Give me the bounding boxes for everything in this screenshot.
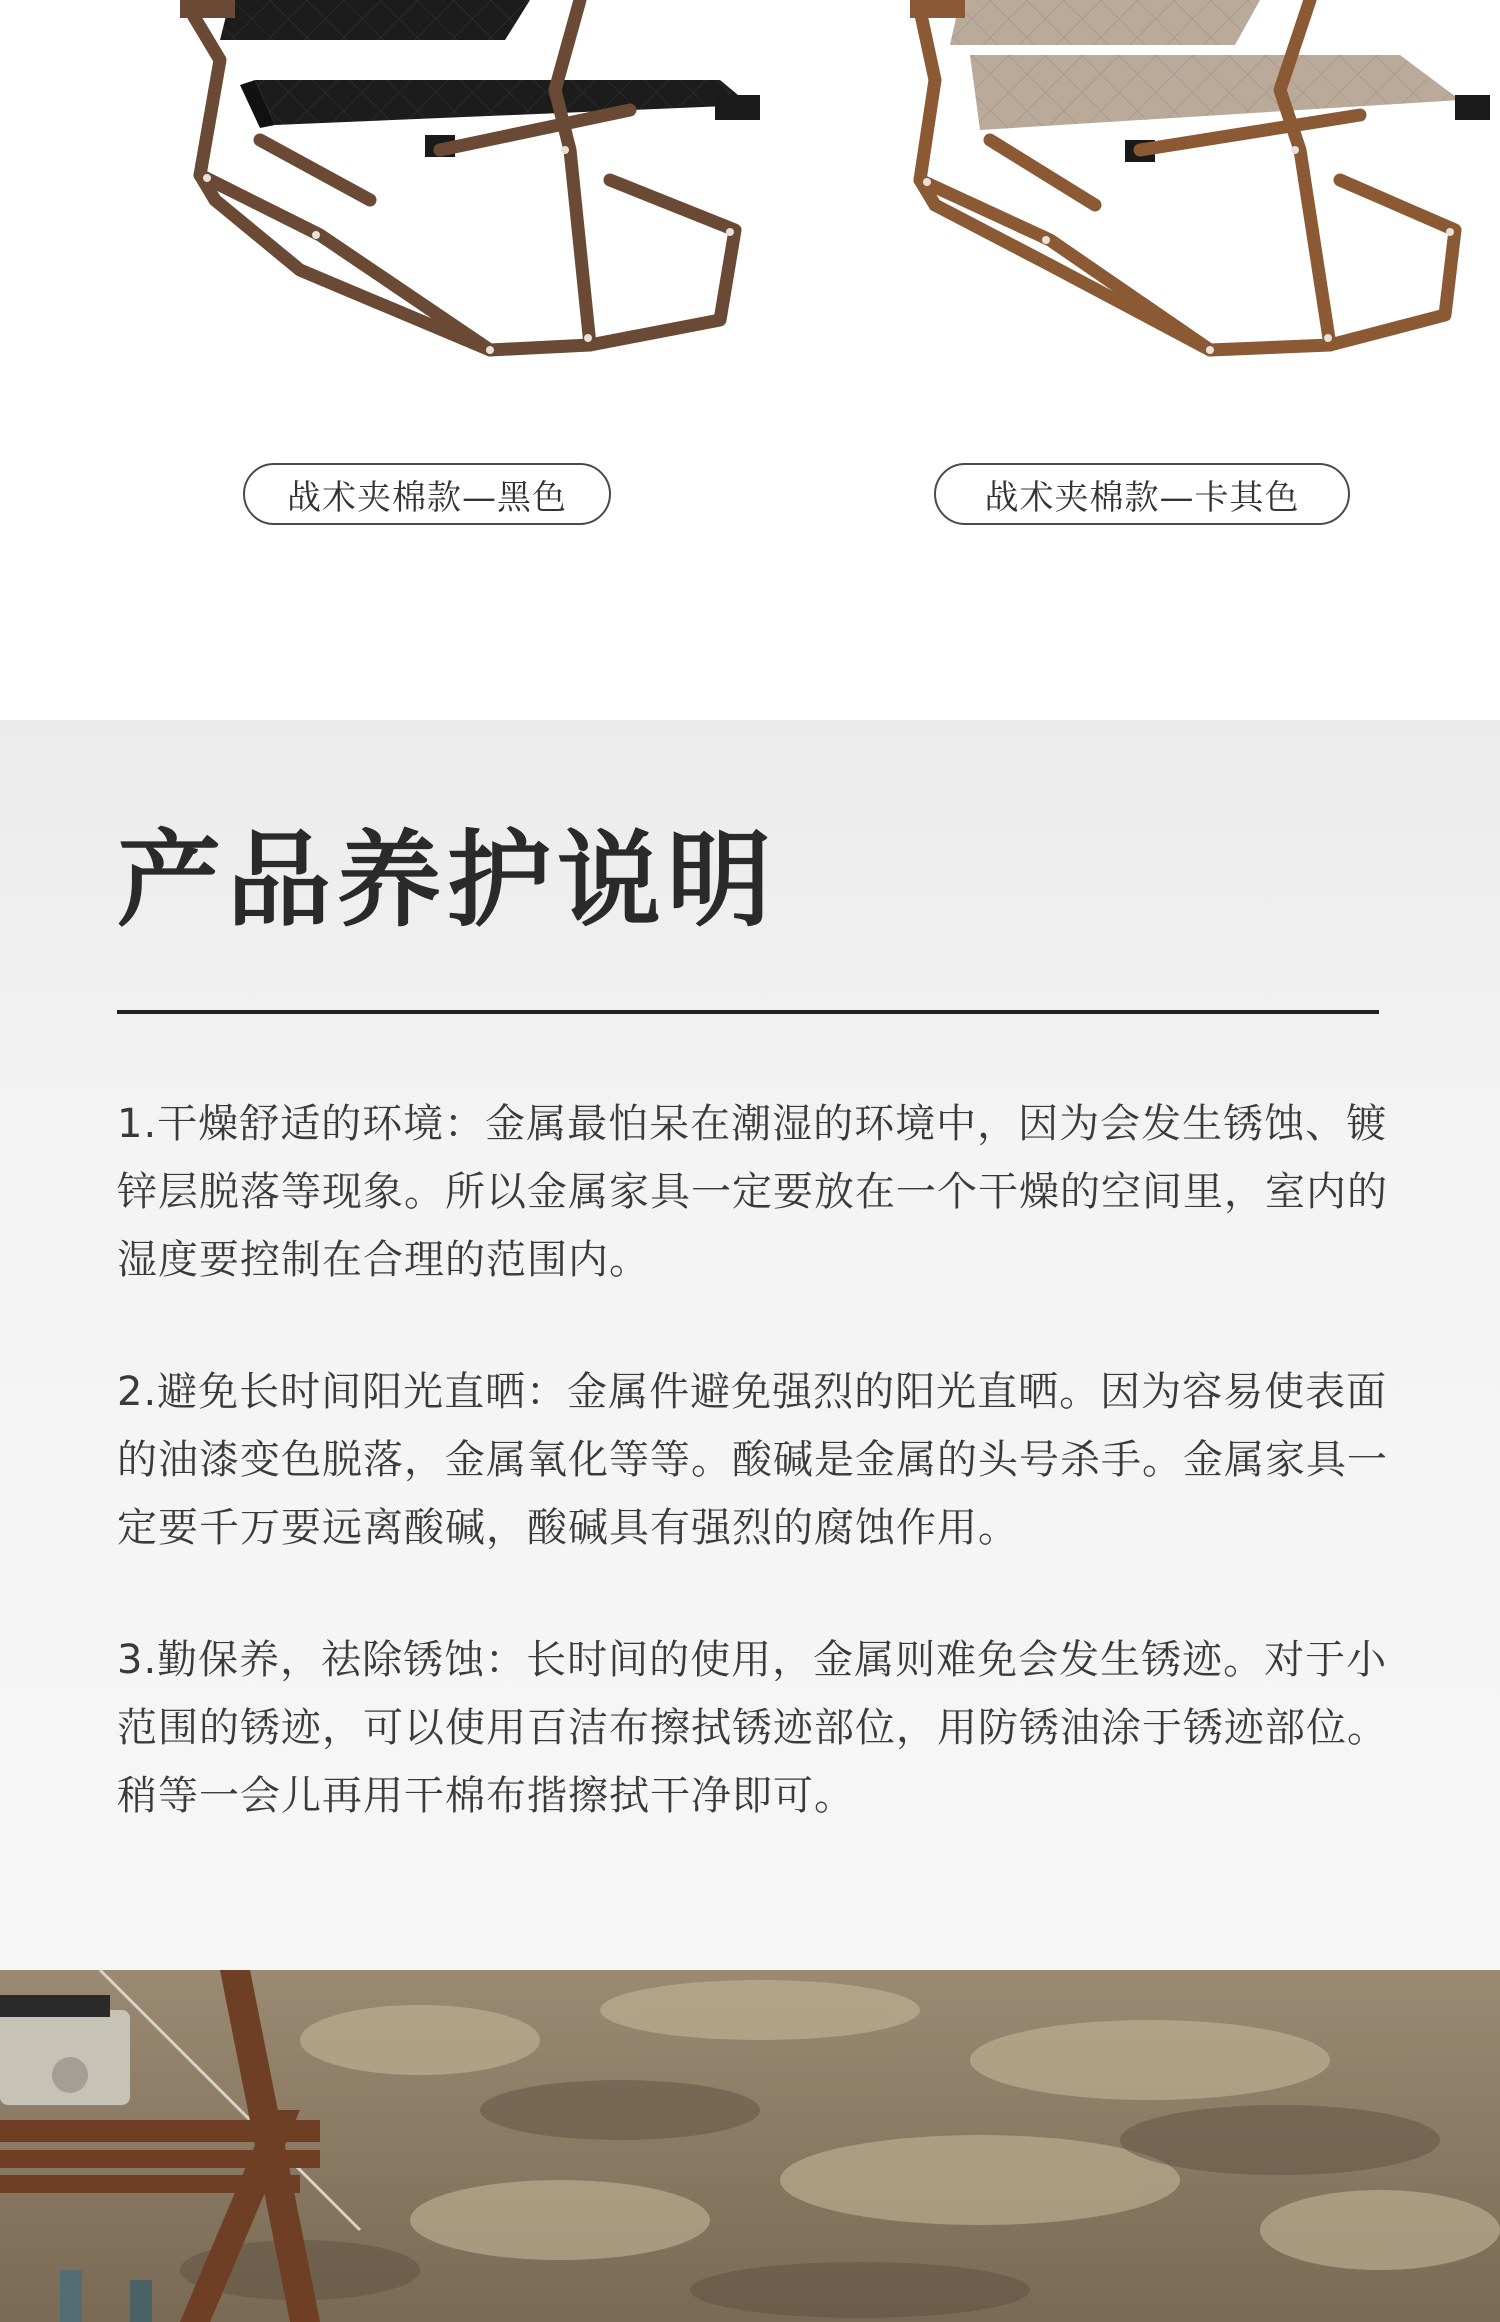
care-body bbox=[117, 1090, 1407, 1894]
care-paragraph-1: 1.干燥舒适的环境：金属最怕呆在潮湿的环境中，因为会发生锈蚀、镀锌层脱落等现象。所以金属家具一定要放在一个干燥的空间里，室内的湿度要控制在合理的范围内。 bbox=[117, 1101, 1388, 1283]
care-paragraph-3: 3.勤保养，祛除锈蚀：长时间的使用，金属则难免会发生锈迹。对于小范围的锈迹，可以使用百洁布擦拭锈迹部位，用防锈油涂于锈迹部位。稍等一会儿再用干棉布揩擦拭干净即可。 bbox=[117, 1637, 1388, 1819]
title-divider bbox=[117, 1010, 1379, 1014]
care-title: 产品养护说明 bbox=[117, 819, 778, 941]
variant-label-black: 战术夹棉款—黑色 bbox=[243, 463, 611, 525]
care-paragraph-2: 2.避免长时间阳光直晒：金属件避免强烈的阳光直晒。因为容易使表面的油漆变色脱落，金属氧化等等。酸碱是金属的头号杀手。金属家具一定要千万要远离酸碱，酸碱具有强烈的腐蚀作用。 bbox=[117, 1369, 1388, 1551]
variant-label-khaki: 战术夹棉款—卡其色 bbox=[934, 463, 1350, 525]
chair-khaki-image bbox=[880, 0, 1500, 400]
care-instructions-section bbox=[0, 720, 1500, 1970]
product-variants-section bbox=[0, 0, 1500, 720]
chair-black-image bbox=[160, 0, 780, 400]
outdoor-photo-section bbox=[0, 1970, 1500, 2322]
outdoor-scene-image bbox=[0, 1970, 1500, 2322]
